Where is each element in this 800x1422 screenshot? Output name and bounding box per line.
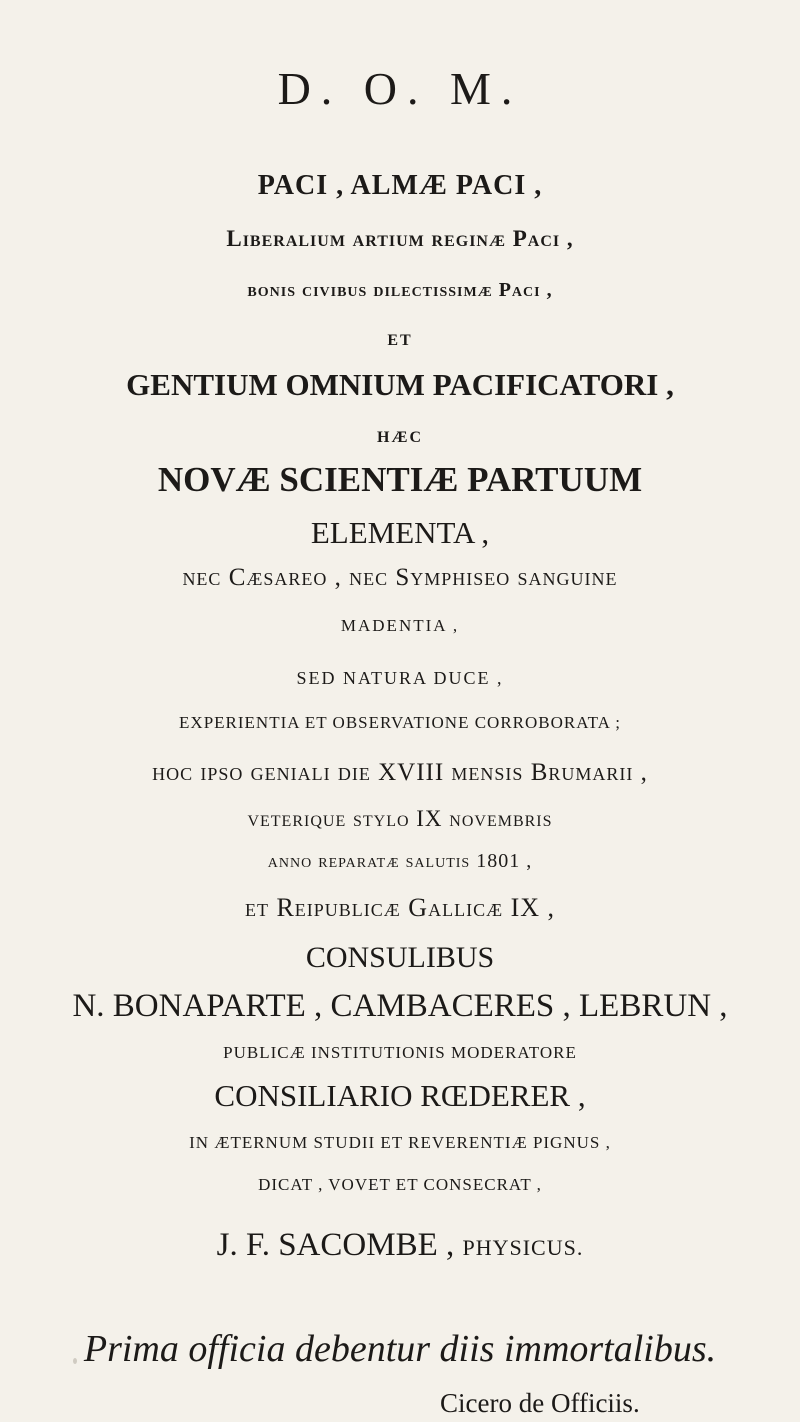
dedication-line-dicat: DICAT , VOVET ET CONSECRAT , bbox=[258, 1175, 542, 1194]
dedication-line-veterique: veterique stylo IX novembris bbox=[247, 806, 553, 831]
dedication-line-aeternum: IN ÆTERNUM STUDII ET REVERENTIÆ PIGNUS , bbox=[189, 1133, 611, 1152]
dedication-line-hoc: hoc ipso geniali die XVIII mensis Brumarii , bbox=[152, 759, 648, 786]
dedication-line-gentium: GENTIUM OMNIUM PACIFICATORI , bbox=[126, 367, 674, 402]
dedication-line-novae: NOVÆ SCIENTIÆ PARTUUM bbox=[157, 460, 643, 499]
author-name: J. F. SACOMBE , bbox=[216, 1227, 455, 1263]
dedication-line-consiliario: CONSILIARIO RŒDERER , bbox=[214, 1078, 586, 1113]
dedication-line-liberalium: Liberalium artium reginæ Paci , bbox=[226, 226, 574, 251]
epigraph-quote: Prima officia debentur diis immortalibus. bbox=[83, 1328, 717, 1370]
dedication-line-madentia: MADENTIA , bbox=[340, 616, 460, 635]
dedication-line-elementa: ELEMENTA , bbox=[310, 515, 490, 550]
author-title: PHYSICUS. bbox=[462, 1235, 584, 1260]
dedication-line-nec: nec Cæsareo , nec Symphiseo sanguine bbox=[182, 564, 618, 591]
dedication-line-haec: HÆC bbox=[377, 429, 423, 446]
epigraph-source: Cicero de Officiis. bbox=[440, 1388, 640, 1418]
dom-heading: D. O. M. bbox=[277, 63, 523, 114]
dedication-line-experientia: EXPERIENTIA ET OBSERVATIONE CORROBORATA ; bbox=[179, 713, 621, 732]
dedication-line-consulibus: CONSULIBUS bbox=[305, 941, 495, 974]
dedication-line-paci: PACI , ALMÆ PACI , bbox=[257, 170, 543, 201]
dedication-line-consuls: N. BONAPARTE , CAMBACERES , LEBRUN , bbox=[72, 988, 728, 1024]
dedication-line-publicae: PUBLICÆ INSTITUTIONIS MODERATORE bbox=[223, 1043, 577, 1062]
ink-spot bbox=[73, 1358, 77, 1364]
dedication-line-reipublicae: et Reipublicæ Gallicæ IX , bbox=[244, 893, 556, 922]
dedication-line-anno: anno reparatæ salutis 1801 , bbox=[267, 850, 533, 872]
dedication-line-et: ET bbox=[387, 332, 413, 349]
dedication-line-sed: SED NATURA DUCE , bbox=[296, 668, 504, 688]
dedication-line-bonis: bonis civibus dilectissimæ Paci , bbox=[247, 279, 553, 301]
author-line bbox=[0, 1227, 800, 1264]
